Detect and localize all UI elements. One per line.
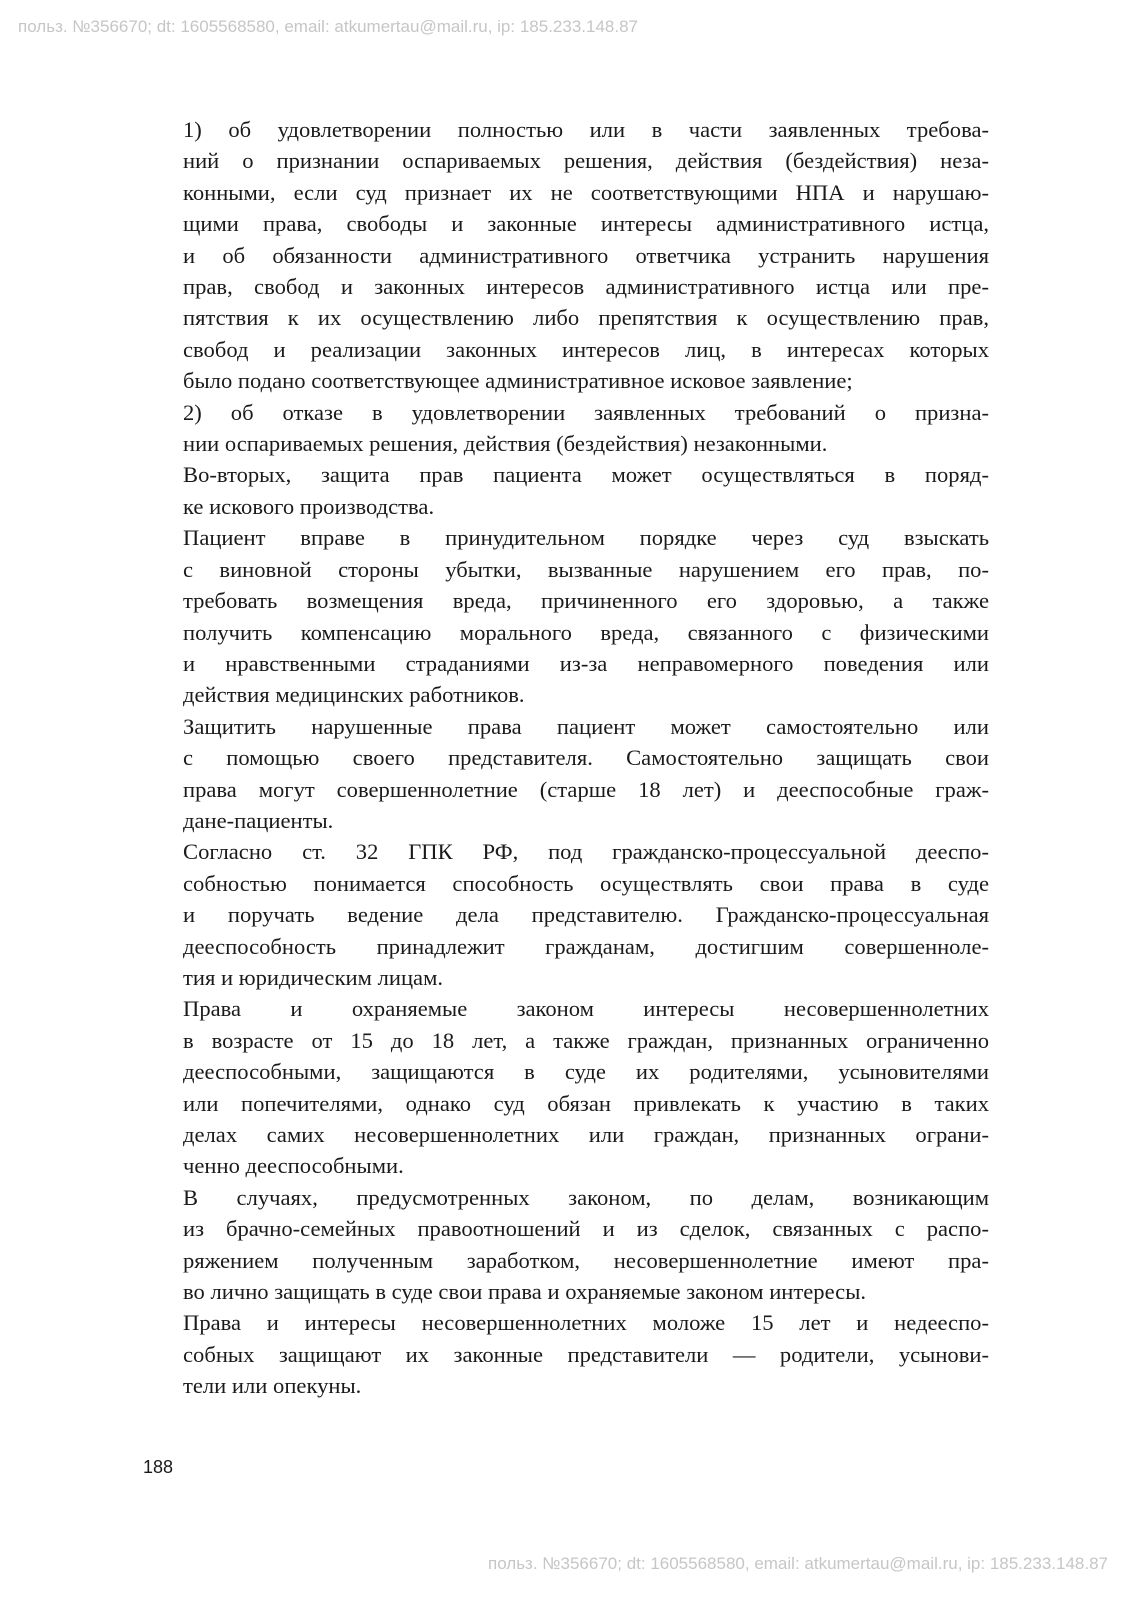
text-line: получить компенсацию морального вреда, связанного с физическими <box>183 619 989 645</box>
text-line: с помощью своего представителя. Самостоятельно защищать свои <box>183 745 989 771</box>
text-line: во лично защищать в суде свои права и охраняемые законом интересы. <box>183 1279 867 1305</box>
text-line: 1) об удовлетворении полностью или в части заявленных требова- <box>183 117 989 142</box>
text-line: собностью понимается способность осуществлять свои права в суде <box>183 870 989 896</box>
text-line: Права и охраняемые законом интересы несовершеннолетних <box>183 996 989 1022</box>
text-line: ряжением полученным заработком, несовершеннолетние имеют пра- <box>183 1247 989 1273</box>
text-line: ченно дееспособными. <box>183 1153 404 1179</box>
text-line: Права и интересы несовершеннолетних моложе 15 лет и недееспо- <box>183 1310 989 1336</box>
paragraph <box>143 522 989 710</box>
watermark-bottom: польз. №356670; dt: 1605568580, email: atkumertau@mail.ru, ip: 185.233.148.87 <box>487 1554 1108 1573</box>
paragraph <box>143 114 989 397</box>
text-line: Во-вторых, защита прав пациента может осуществляться в поряд- <box>183 462 989 488</box>
text-line: пятствия к их осуществлению либо препятствия к осуществлению прав, <box>183 305 989 331</box>
text-line: Защитить нарушенные права пациент может самостоятельно или <box>183 713 989 739</box>
text-line: с виновной стороны убытки, вызванные нарушением его прав, по- <box>183 556 989 582</box>
text-line: или попечителями, однако суд обязан привлекать к участию в таких <box>183 1090 989 1116</box>
paragraph <box>143 397 989 460</box>
paragraph <box>143 1307 989 1401</box>
text-line: Пациент вправе в принудительном порядке через суд взыскать <box>183 525 989 551</box>
watermark-top: польз. №356670; dt: 1605568580, email: atkumertau@mail.ru, ip: 185.233.148.87 <box>18 17 639 36</box>
text-line: требовать возмещения вреда, причиненного его здоровью, а также <box>183 588 989 614</box>
text-line: и нравственными страданиями из-за неправомерного поведения или <box>183 650 989 676</box>
text-line: щими права, свободы и законные интересы административного истца, <box>183 211 989 237</box>
text-line: тия и юридическим лицам. <box>183 964 444 990</box>
text-line: в возрасте от 15 до 18 лет, а также граждан, признанных ограниченно <box>183 1027 989 1053</box>
page-body <box>143 114 989 1402</box>
text-line: дееспособными, защищаются в суде их родителями, усыновителями <box>183 1059 989 1085</box>
text-line: и об обязанности административного ответчика устранить нарушения <box>183 242 989 268</box>
text-line: прав, свобод и законных интересов административного истца или пре- <box>183 274 989 300</box>
paragraph <box>143 459 989 522</box>
text-line: свобод и реализации законных интересов лиц, в интересах которых <box>183 336 989 362</box>
text-line: конными, если суд признает их не соответствующими НПА и нарушаю- <box>183 179 989 205</box>
text-line: и поручать ведение дела представителю. Гражданско-процессуальная <box>183 902 989 928</box>
page-number: 188 <box>143 1457 174 1477</box>
text-line: было подано соответствующее административное исковое заявление; <box>183 368 853 394</box>
paragraph <box>143 1182 989 1308</box>
paragraph <box>143 836 989 993</box>
text-line: из брачно-семейных правоотношений и из сделок, связанных с распо- <box>183 1216 989 1242</box>
text-line: права могут совершеннолетние (старше 18 лет) и дееспособные граж- <box>183 776 989 802</box>
text-line: В случаях, предусмотренных законом, по делам, возникающим <box>183 1184 989 1210</box>
text-line: ке искового производства. <box>183 493 435 519</box>
text-line: 2) об отказе в удовлетворении заявленных требований о призна- <box>183 399 989 425</box>
paragraph <box>143 711 989 837</box>
text-line: тели или опекуны. <box>183 1373 362 1399</box>
text-line: ний о признании оспариваемых решения, действия (бездействия) неза- <box>183 148 989 174</box>
text-line: делах самих несовершеннолетних или граждан, признанных ограни- <box>183 1122 989 1147</box>
text-line: дееспособность принадлежит гражданам, достигшим совершенноле- <box>183 933 989 959</box>
text-line: Согласно ст. 32 ГПК РФ, под гражданско-процессуальной дееспо- <box>183 839 989 865</box>
text-line: дане-пациенты. <box>183 807 334 833</box>
paragraph <box>143 993 989 1181</box>
text-line: нии оспариваемых решения, действия (бездействия) незаконными. <box>183 431 828 457</box>
text-line: собных защищают их законные представители — родители, усынови- <box>183 1341 989 1367</box>
text-line: действия медицинских работников. <box>183 682 525 708</box>
